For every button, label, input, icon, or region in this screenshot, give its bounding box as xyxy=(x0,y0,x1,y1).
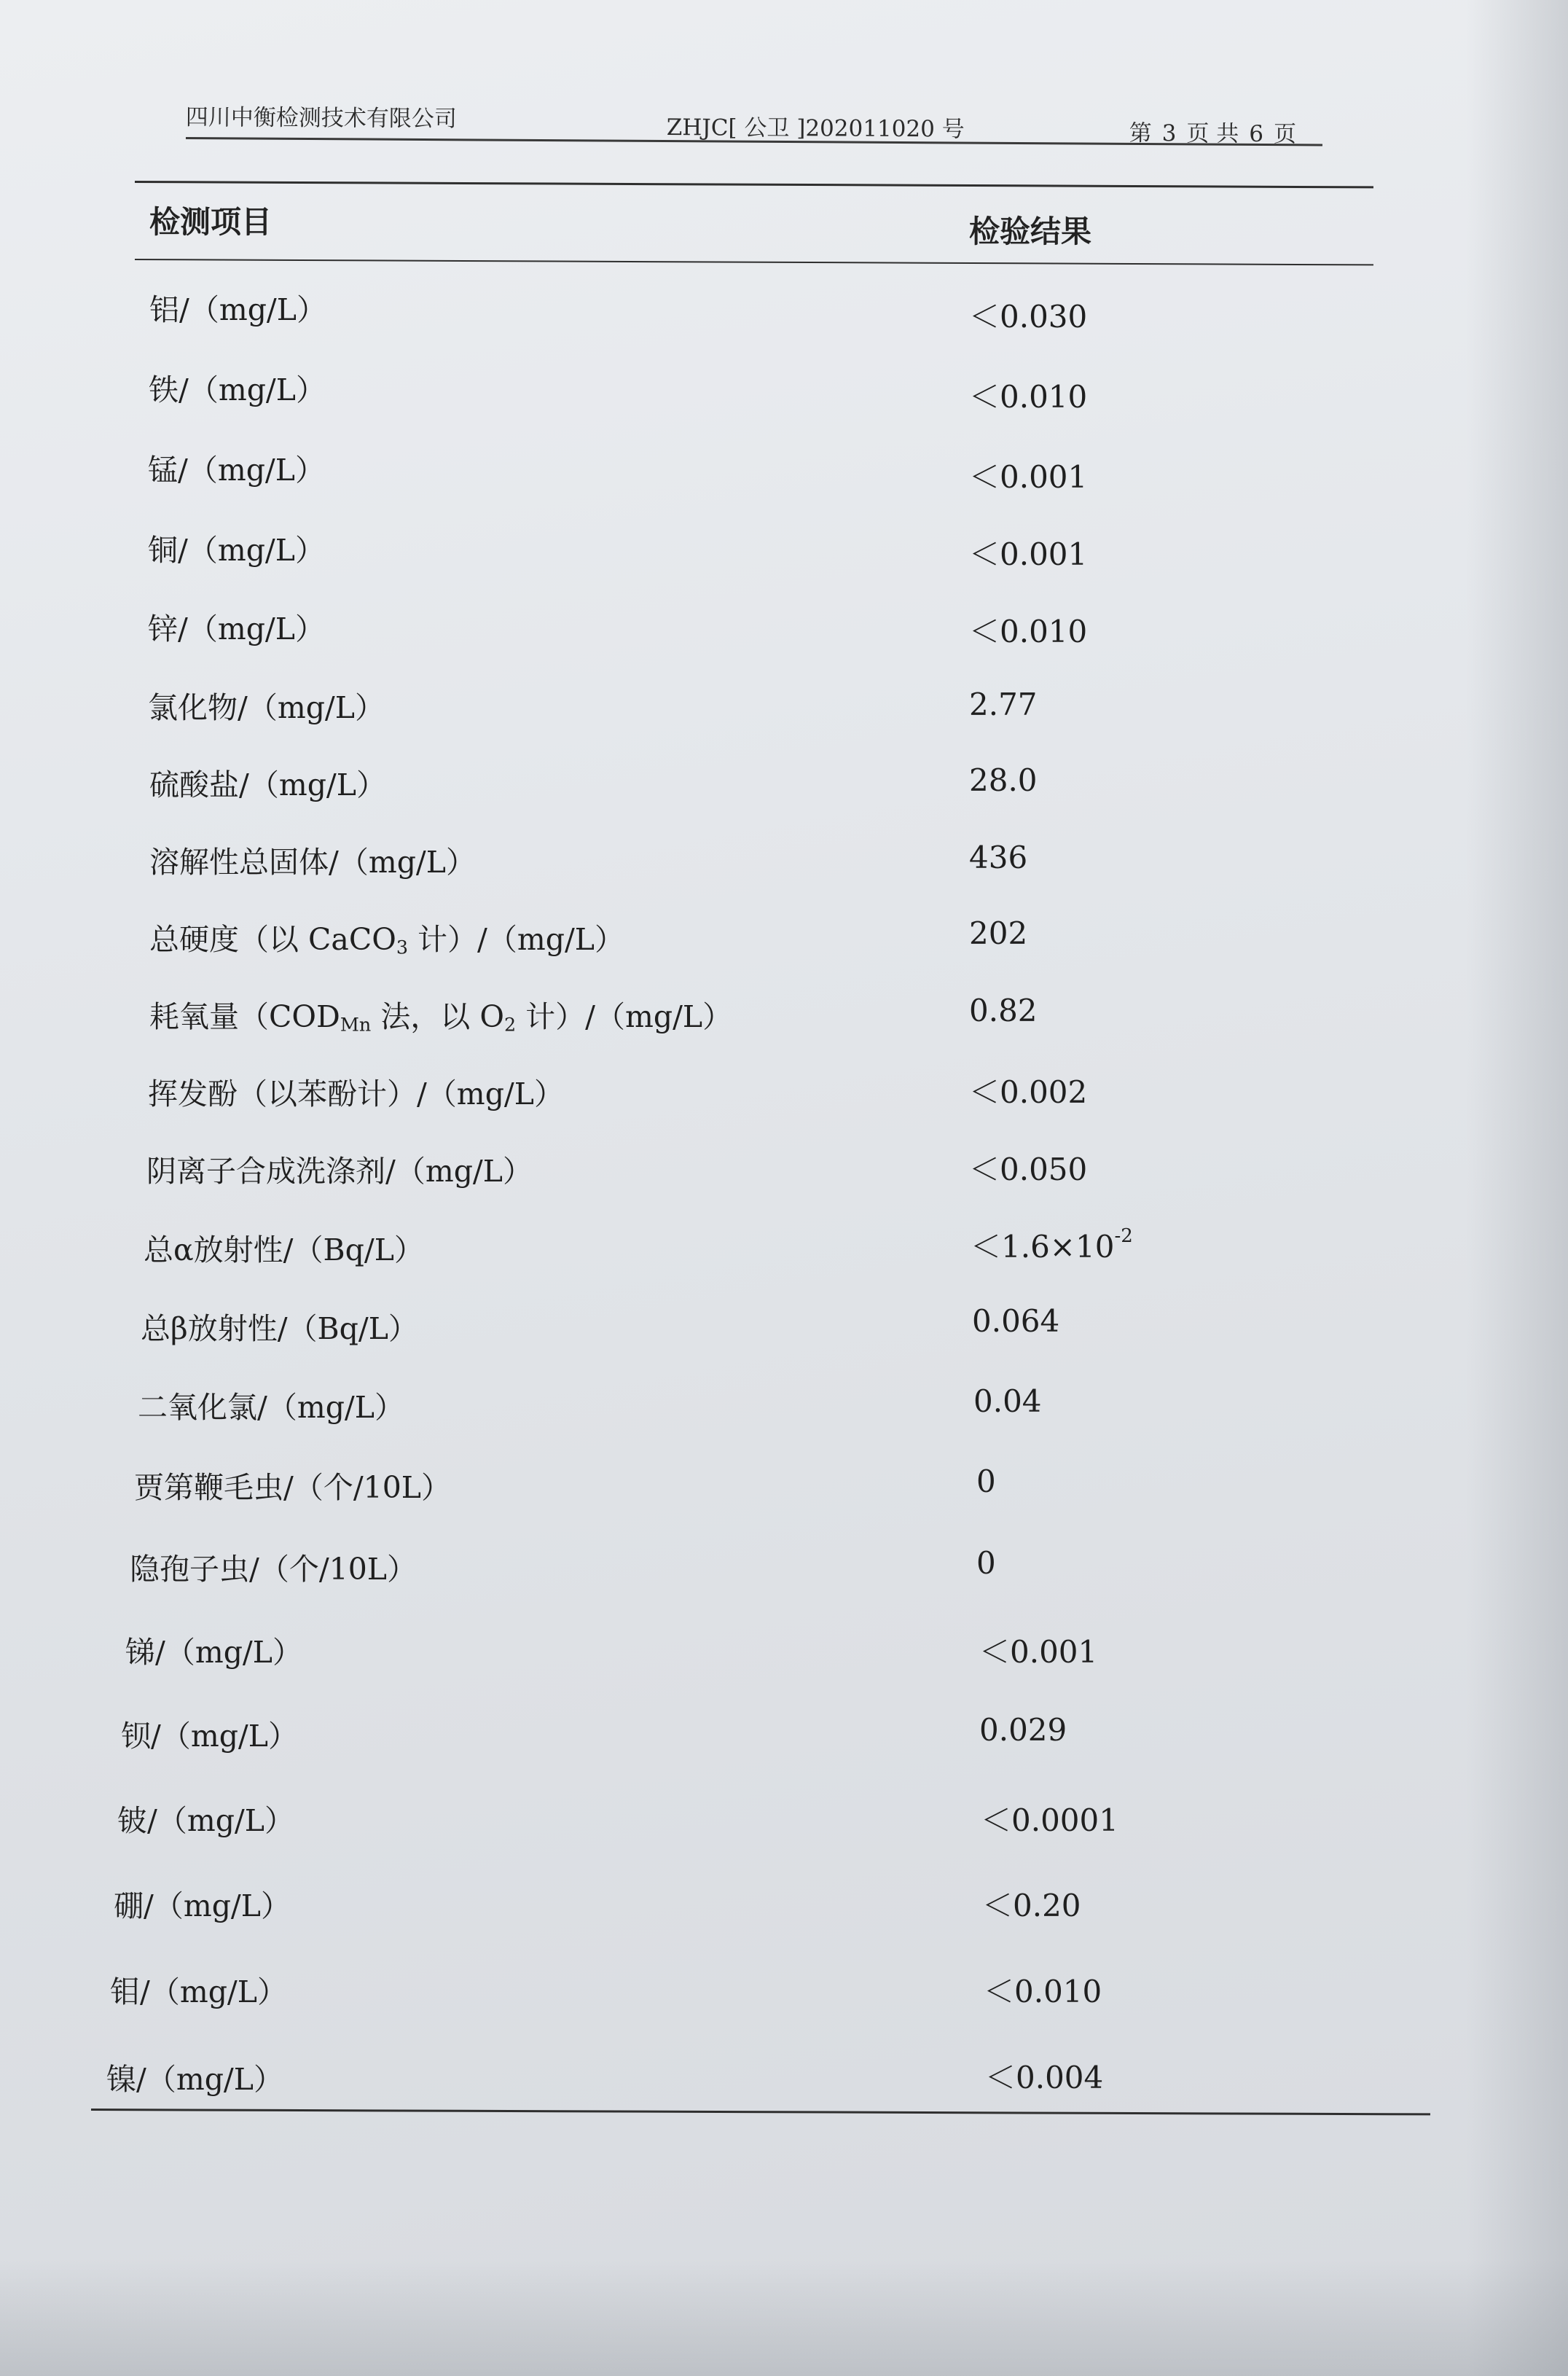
row-item: 氯化物/（mg/L） xyxy=(148,690,385,725)
row-result: ＜0.20 xyxy=(982,1888,1081,1923)
company-name: 四川中衡检测技术有限公司 xyxy=(185,103,457,133)
row-item: 钡/（mg/L） xyxy=(121,1719,298,1754)
row-result: 202 xyxy=(969,915,1028,951)
row-item-text: 法，以 O xyxy=(371,999,504,1034)
row-result: ＜0.010 xyxy=(969,614,1088,649)
table-header-rule xyxy=(135,259,1373,265)
row-item: 总β放射性/（Bq/L） xyxy=(141,1311,418,1346)
row-item-subscript: 3 xyxy=(396,936,409,958)
row-item-text: 总硬度（以 CaCO xyxy=(149,922,396,957)
row-result: ＜0.001 xyxy=(969,459,1088,495)
row-item xyxy=(149,993,732,1036)
row-result: ＜0.0001 xyxy=(981,1802,1118,1838)
row-result: 0 xyxy=(976,1545,996,1581)
row-result: ＜0.001 xyxy=(979,1634,1098,1670)
row-item: 铍/（mg/L） xyxy=(117,1803,294,1838)
page-shadow-right xyxy=(1466,0,1568,2376)
row-result: 2.77 xyxy=(969,687,1038,722)
row-item: 硫酸盐/（mg/L） xyxy=(149,767,386,802)
row-result: ＜0.002 xyxy=(969,1074,1088,1110)
row-item: 铜/（mg/L） xyxy=(148,533,325,568)
row-result: ＜0.050 xyxy=(969,1152,1088,1187)
row-item: 阴离子合成洗涤剂/（mg/L） xyxy=(146,1154,533,1189)
row-result xyxy=(971,1223,1133,1267)
row-result: 0 xyxy=(976,1463,996,1499)
row-result-text: ＜1.6×10 xyxy=(971,1229,1115,1265)
page-suffix: 页 xyxy=(1273,121,1297,148)
row-item: 锰/（mg/L） xyxy=(148,453,325,488)
row-result: 28.0 xyxy=(969,762,1038,798)
row-result: 0.82 xyxy=(969,993,1038,1028)
row-item: 隐孢子虫/（个/10L） xyxy=(130,1552,418,1587)
row-result: 0.04 xyxy=(973,1383,1042,1419)
row-result: ＜0.030 xyxy=(969,299,1088,335)
row-item: 镍/（mg/L） xyxy=(106,2062,283,2097)
row-item: 贾第鞭毛虫/（个/10L） xyxy=(134,1470,452,1505)
row-result: 436 xyxy=(969,840,1028,875)
row-result-superscript: -2 xyxy=(1114,1225,1133,1248)
column-header-item: 检测项目 xyxy=(149,204,273,240)
row-item: 挥发酚（以苯酚计）/（mg/L） xyxy=(148,1076,564,1111)
page-shadow-bottom xyxy=(0,2259,1568,2376)
row-item: 硼/（mg/L） xyxy=(114,1888,291,1923)
page-prefix: 第 xyxy=(1129,120,1152,147)
row-result: 0.029 xyxy=(979,1712,1067,1748)
row-item: 钼/（mg/L） xyxy=(110,1974,287,2009)
row-result: ＜0.001 xyxy=(969,536,1088,572)
row-item: 二氧化氯/（mg/L） xyxy=(138,1390,404,1425)
row-item: 铁/（mg/L） xyxy=(149,372,326,407)
table-bottom-rule xyxy=(91,2109,1430,2115)
row-item-text: 计）/（mg/L） xyxy=(516,999,733,1034)
row-item-text: 计）/（mg/L） xyxy=(408,922,625,957)
page-mid: 页 共 xyxy=(1186,120,1239,147)
row-result: 0.064 xyxy=(972,1303,1060,1339)
row-item-text: 耗氧量（COD xyxy=(149,999,340,1034)
row-item: 锌/（mg/L） xyxy=(148,611,325,646)
row-item-subscript: 2 xyxy=(503,1013,517,1036)
table-top-rule xyxy=(135,181,1373,188)
page-total: 6 xyxy=(1249,120,1264,148)
row-item: 溶解性总固体/（mg/L） xyxy=(149,845,476,880)
column-header-result: 检验结果 xyxy=(969,214,1092,249)
row-item: 铝/（mg/L） xyxy=(149,292,326,327)
row-item-subscript: Mn xyxy=(340,1013,372,1036)
row-item: 锑/（mg/L） xyxy=(125,1635,302,1670)
document-number: ZHJC[ 公卫 ]202011020 号 xyxy=(666,114,965,143)
row-result: ＜0.010 xyxy=(984,1974,1102,2009)
row-item xyxy=(149,915,624,958)
row-result: ＜0.004 xyxy=(985,2060,1104,2095)
row-item: 总α放射性/（Bq/L） xyxy=(144,1232,424,1267)
row-result: ＜0.010 xyxy=(969,379,1088,415)
page-current: 3 xyxy=(1161,120,1177,147)
